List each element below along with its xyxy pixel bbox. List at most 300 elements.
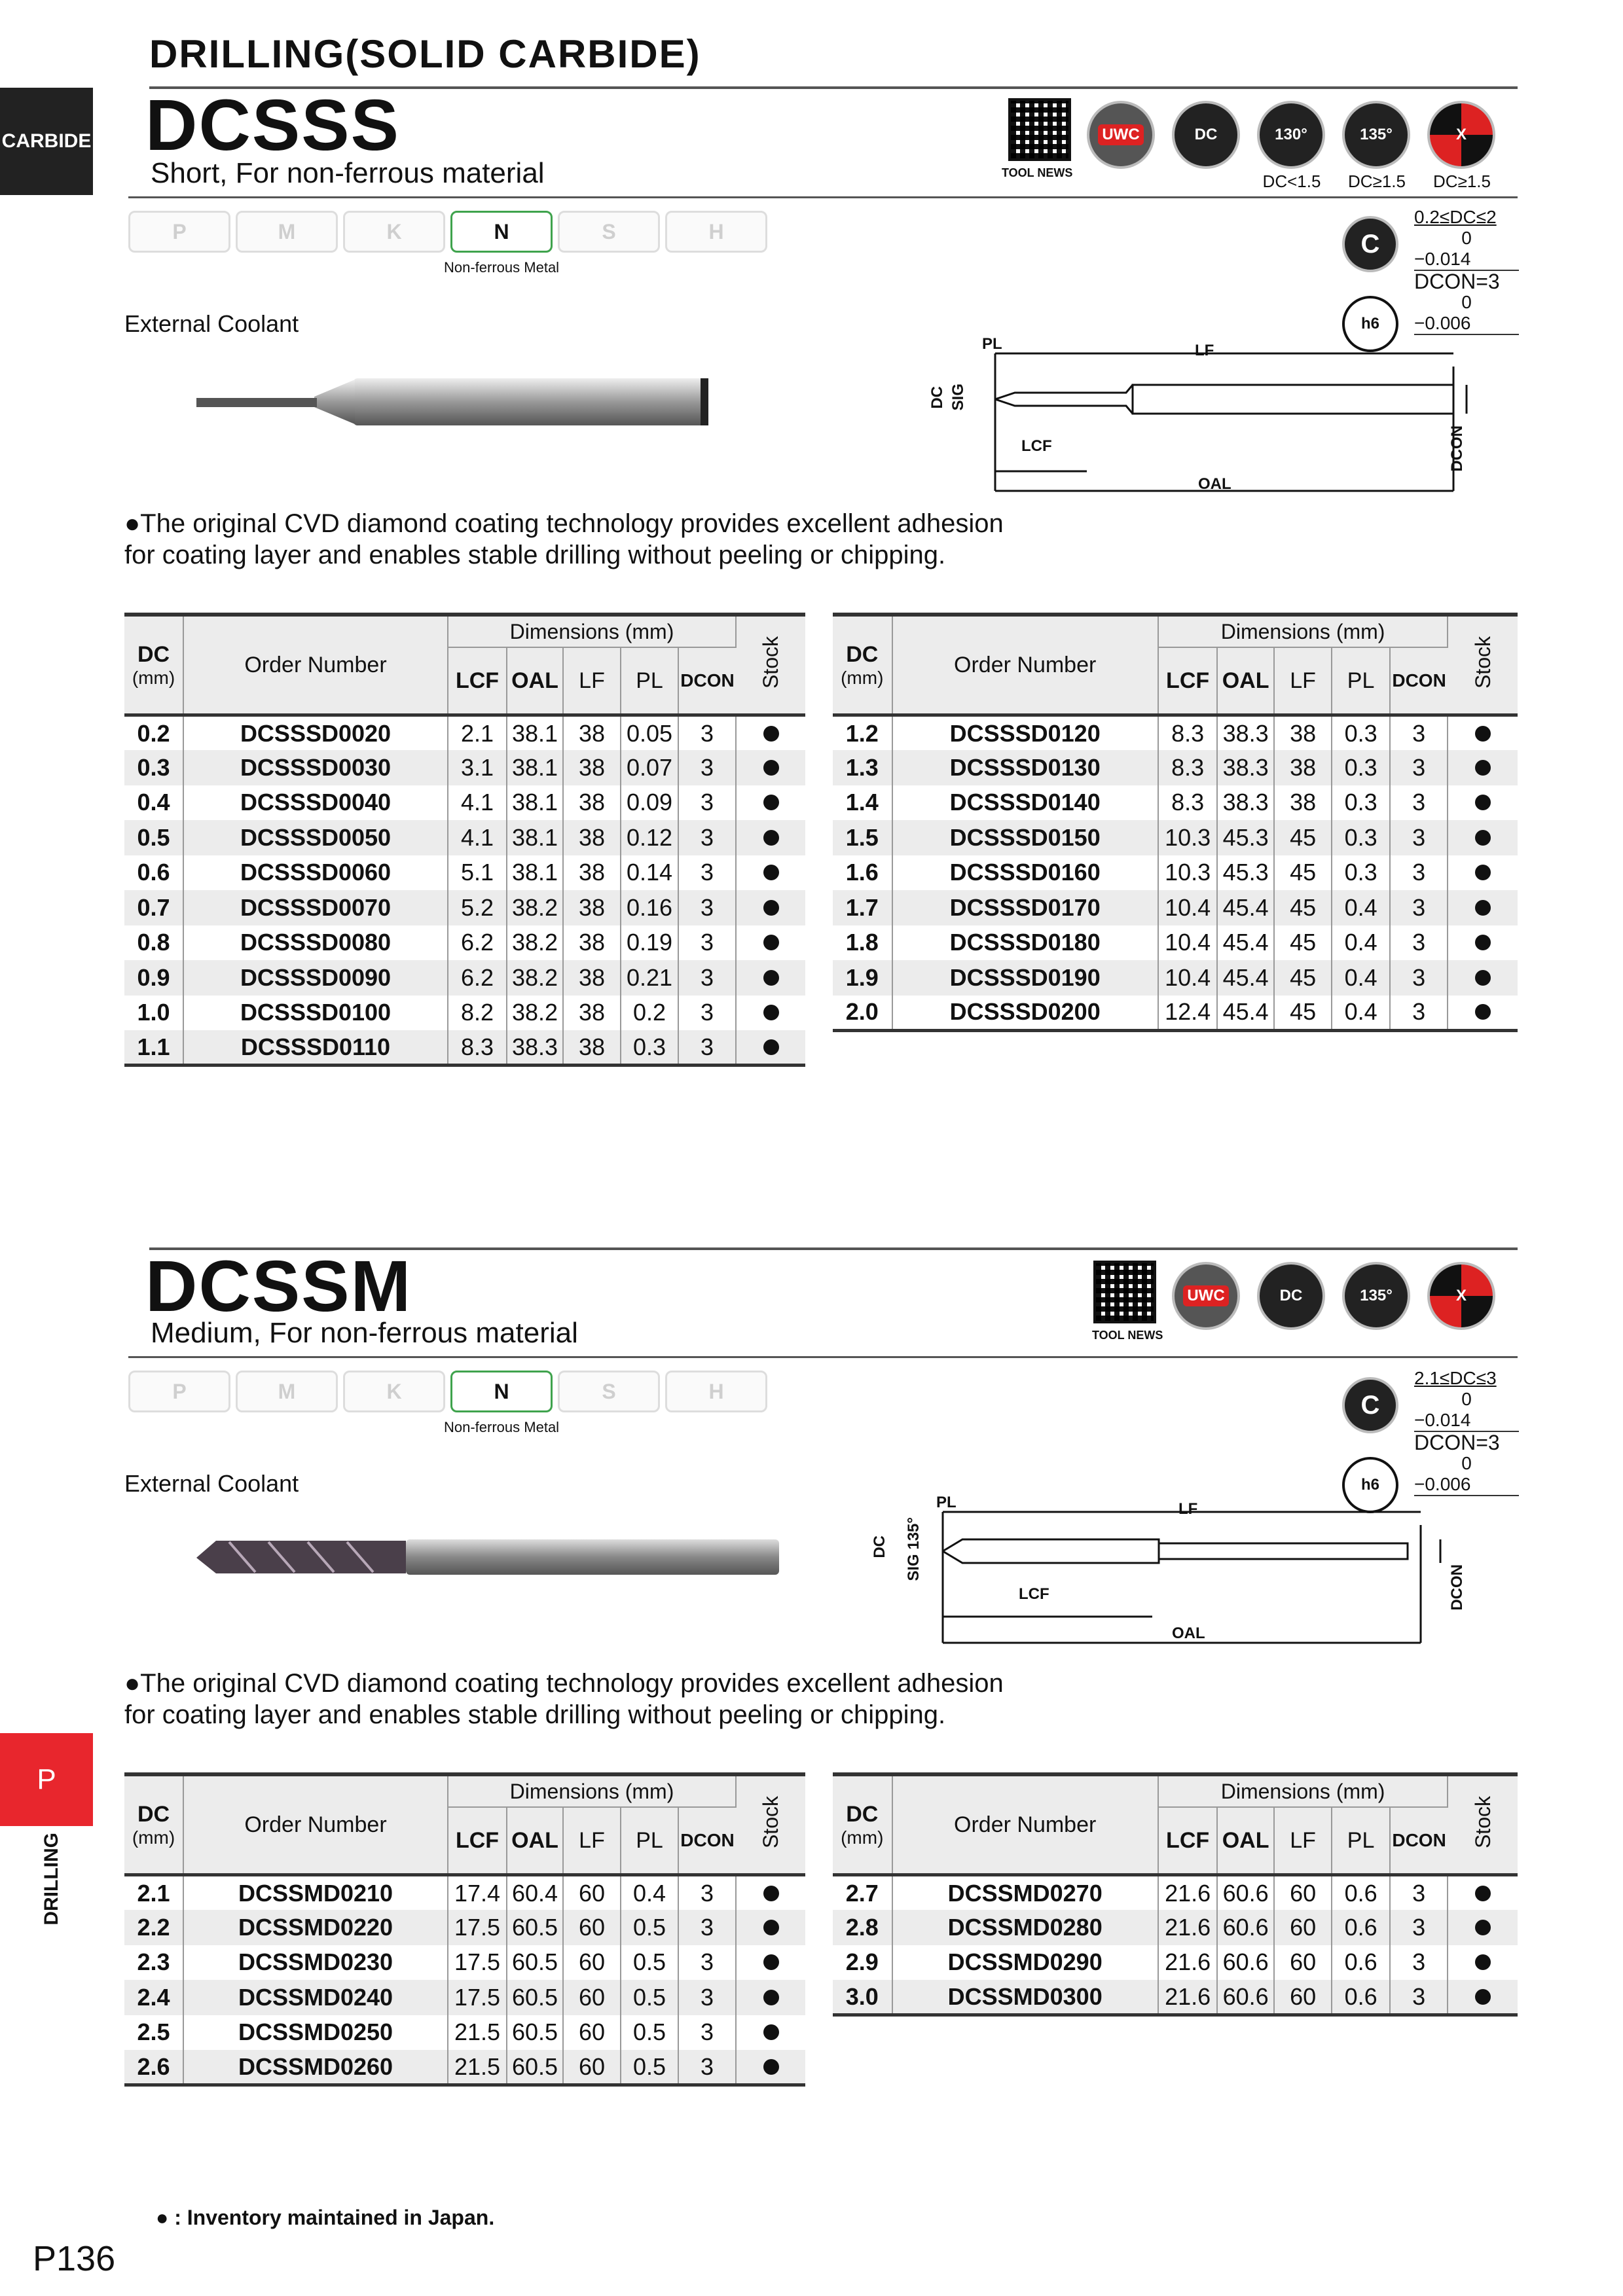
cell-oal: 38.1 [507, 785, 563, 821]
col-lcf: LCF [1158, 647, 1218, 715]
cell-oal: 60.5 [507, 2050, 563, 2085]
table-row [124, 2015, 805, 2051]
p-category-tab: P [0, 1733, 93, 1826]
material-caption: Non-ferrous Metal [444, 1419, 560, 1435]
subtitle-underline [128, 1356, 1518, 1358]
col-pl: PL [621, 1807, 678, 1875]
cell-pl: 0.3 [1332, 855, 1390, 891]
cell-oal: 38.1 [507, 855, 563, 891]
cell-pl: 0.4 [621, 1875, 678, 1910]
cell-dcon: 3 [1390, 1910, 1448, 1945]
cell-oal: 38.3 [1217, 785, 1273, 821]
table-row [833, 715, 1518, 751]
col-dimensions: Dimensions (mm) [448, 615, 736, 647]
cell-pl: 0.6 [1332, 1980, 1390, 2015]
table-row [124, 820, 805, 855]
cell-dc: 0.3 [124, 750, 183, 785]
material-h: H [665, 211, 767, 253]
cell-order-number: DCSSSD0030 [183, 750, 448, 785]
cell-dc: 2.4 [124, 1980, 183, 2015]
col-lf: LF [563, 647, 621, 715]
cell-stock [1448, 890, 1518, 925]
col-lcf: LCF [1158, 1807, 1218, 1875]
stock-dot-icon [1475, 1989, 1491, 2005]
col-lf: LF [1274, 1807, 1332, 1875]
cell-oal: 45.4 [1217, 996, 1273, 1031]
cell-lf: 60 [1274, 1910, 1332, 1945]
cell-dc: 1.1 [124, 1030, 183, 1066]
cell-pl: 0.5 [621, 1910, 678, 1945]
table-row [833, 1945, 1518, 1981]
cell-pl: 0.09 [621, 785, 678, 821]
cell-lcf: 8.2 [448, 996, 507, 1031]
cell-dcon: 3 [1390, 890, 1448, 925]
cell-dcon: 3 [678, 1875, 736, 1910]
cell-lcf: 21.6 [1158, 1945, 1218, 1981]
cell-oal: 60.5 [507, 1945, 563, 1981]
tool-news-label: TOOL NEWS [1092, 1329, 1163, 1342]
cell-dcon: 3 [678, 890, 736, 925]
dc-label: DC [871, 1535, 888, 1558]
cell-lf: 60 [1274, 1875, 1332, 1910]
cell-oal: 45.4 [1217, 925, 1273, 961]
table-row [833, 750, 1518, 785]
cell-lf: 38 [563, 855, 621, 891]
cell-dcon: 3 [678, 1030, 736, 1066]
material-h: H [665, 1371, 767, 1412]
col-dc: DC (mm) [124, 615, 183, 715]
subtitle-underline [128, 196, 1518, 198]
cell-oal: 38.1 [507, 715, 563, 751]
cell-dcon: 3 [678, 1945, 736, 1981]
stock-dot-icon [1475, 1004, 1491, 1020]
cell-stock [1448, 996, 1518, 1031]
cell-dcon: 3 [678, 750, 736, 785]
cell-dcon: 3 [678, 996, 736, 1031]
cell-dcon: 3 [678, 820, 736, 855]
cell-order-number: DCSSSD0060 [183, 855, 448, 891]
stock-footnote: ● : Inventory maintained in Japan. [156, 2206, 495, 2229]
dc-lt-label: DC<1.5 [1262, 171, 1321, 191]
stock-dot-icon [1475, 1920, 1491, 1935]
cell-dcon: 3 [678, 1910, 736, 1945]
cell-lf: 38 [563, 820, 621, 855]
dc-ge-label-2: DC≥1.5 [1433, 171, 1491, 191]
cell-pl: 0.6 [1332, 1875, 1390, 1910]
stock-dot-icon [763, 1039, 779, 1055]
cell-dcon: 3 [1390, 715, 1448, 751]
cell-lcf: 10.3 [1158, 855, 1218, 891]
cell-order-number: DCSSSD0180 [892, 925, 1158, 961]
cell-lcf: 10.3 [1158, 820, 1218, 855]
stock-dot-icon [763, 1954, 779, 1970]
cell-order-number: DCSSSD0160 [892, 855, 1158, 891]
cell-lcf: 8.3 [448, 1030, 507, 1066]
cell-dcon: 3 [1390, 820, 1448, 855]
cell-pl: 0.14 [621, 855, 678, 891]
cell-pl: 0.4 [1332, 996, 1390, 1031]
stock-dot-icon [1475, 865, 1491, 880]
cell-order-number: DCSSSD0190 [892, 960, 1158, 996]
cell-oal: 45.3 [1217, 820, 1273, 855]
cell-lcf: 21.6 [1158, 1910, 1218, 1945]
cell-lcf: 4.1 [448, 820, 507, 855]
cell-dc: 0.8 [124, 925, 183, 961]
table-row [124, 785, 805, 821]
table-row [124, 960, 805, 996]
tolerance-values: 0.2≤DC≤2 0 −0.014 DCON=3 0 −0.006 [1414, 207, 1519, 335]
cell-pl: 0.5 [621, 2015, 678, 2051]
cell-dcon: 3 [1390, 1875, 1448, 1910]
lcf-label: LCF [1019, 1585, 1049, 1603]
table-row [833, 1980, 1518, 2015]
cell-oal: 60.6 [1217, 1945, 1273, 1981]
table-row [124, 2050, 805, 2085]
cell-dcon: 3 [1390, 1945, 1448, 1981]
cell-stock [736, 996, 805, 1031]
cell-lf: 60 [563, 2050, 621, 2085]
stock-dot-icon [763, 760, 779, 776]
dcon-label: DCON [1448, 1564, 1466, 1611]
cell-dcon: 3 [1390, 1980, 1448, 2015]
cell-pl: 0.4 [1332, 925, 1390, 961]
col-lcf: LCF [448, 647, 507, 715]
cell-dc: 1.6 [833, 855, 892, 891]
cell-order-number: DCSSSD0080 [183, 925, 448, 961]
col-lcf: LCF [448, 1807, 507, 1875]
cell-pl: 0.16 [621, 890, 678, 925]
material-s: S [558, 211, 660, 253]
cell-lf: 60 [563, 1945, 621, 1981]
cell-stock [1448, 785, 1518, 821]
cell-pl: 0.4 [1332, 960, 1390, 996]
spec-table-right [833, 613, 1518, 1032]
cell-lcf: 5.2 [448, 890, 507, 925]
col-stock: Stock [1448, 615, 1518, 715]
cell-pl: 0.07 [621, 750, 678, 785]
cell-oal: 38.1 [507, 820, 563, 855]
stock-dot-icon [1475, 830, 1491, 846]
col-oal: OAL [1217, 647, 1273, 715]
cell-lf: 60 [1274, 1980, 1332, 2015]
x-thinning-icon: X [1427, 101, 1495, 169]
product-name: DCSSM [145, 1246, 412, 1327]
pl-label: PL [936, 1494, 957, 1511]
table-row [833, 855, 1518, 891]
table-row [124, 890, 805, 925]
cell-lcf: 21.6 [1158, 1875, 1218, 1910]
material-n: N [450, 211, 553, 253]
cell-order-number: DCSSMD0210 [183, 1875, 448, 1910]
cell-pl: 0.3 [621, 1030, 678, 1066]
cell-dc: 1.2 [833, 715, 892, 751]
cell-dc: 2.6 [124, 2050, 183, 2085]
cell-stock [736, 715, 805, 751]
cell-oal: 60.6 [1217, 1910, 1273, 1945]
col-dc: DC (mm) [124, 1774, 183, 1875]
cell-dcon: 3 [678, 785, 736, 821]
material-m: M [236, 211, 338, 253]
cell-dcon: 3 [678, 1980, 736, 2015]
table-row [833, 1910, 1518, 1945]
cell-lcf: 12.4 [1158, 996, 1218, 1031]
cell-lf: 38 [1274, 750, 1332, 785]
cell-pl: 0.3 [1332, 750, 1390, 785]
cell-lf: 38 [563, 996, 621, 1031]
point-angle-135-icon: 135° [1342, 101, 1410, 169]
cell-lcf: 8.3 [1158, 750, 1218, 785]
cell-stock [736, 1875, 805, 1910]
col-stock: Stock [736, 1774, 805, 1875]
page-header-title: DRILLING(SOLID CARBIDE) [149, 32, 701, 76]
cell-dc: 0.6 [124, 855, 183, 891]
cell-dcon: 3 [1390, 925, 1448, 961]
cell-lf: 38 [563, 750, 621, 785]
col-dimensions: Dimensions (mm) [448, 1774, 736, 1807]
cell-order-number: DCSSSD0020 [183, 715, 448, 751]
cell-lcf: 17.5 [448, 1980, 507, 2015]
cell-lf: 38 [563, 785, 621, 821]
qr-code-icon [1093, 1261, 1156, 1323]
cell-order-number: DCSSSD0130 [892, 750, 1158, 785]
h6-tolerance-icon: h6 [1342, 1457, 1398, 1513]
cell-order-number: DCSSSD0170 [892, 890, 1158, 925]
table-row [124, 1910, 805, 1945]
cell-lcf: 17.5 [448, 1910, 507, 1945]
cell-pl: 0.19 [621, 925, 678, 961]
cell-stock [736, 2050, 805, 2085]
material-selector [128, 1371, 767, 1412]
cell-dc: 2.5 [124, 2015, 183, 2051]
material-selector [128, 211, 767, 253]
stock-dot-icon [1475, 970, 1491, 986]
cell-stock [736, 1910, 805, 1945]
stock-dot-icon [763, 1920, 779, 1935]
cell-order-number: DCSSSD0150 [892, 820, 1158, 855]
col-dcon: DCON [678, 647, 736, 715]
cell-oal: 38.3 [507, 1030, 563, 1066]
drill-product-image [190, 1532, 792, 1584]
cell-stock [736, 1980, 805, 2015]
cell-dcon: 3 [1390, 996, 1448, 1031]
material-p: P [128, 211, 230, 253]
cell-lcf: 10.4 [1158, 925, 1218, 961]
cell-stock [736, 925, 805, 961]
cell-oal: 38.1 [507, 750, 563, 785]
cell-dc: 1.5 [833, 820, 892, 855]
cell-dc: 3.0 [833, 1980, 892, 2015]
cell-lf: 45 [1274, 925, 1332, 961]
table-row [833, 890, 1518, 925]
cell-dc: 0.5 [124, 820, 183, 855]
cell-dcon: 3 [678, 855, 736, 891]
lf-label: LF [1178, 1500, 1198, 1518]
sig-label: SIG 135° [905, 1517, 922, 1581]
cell-order-number: DCSSSD0120 [892, 715, 1158, 751]
cell-lcf: 6.2 [448, 925, 507, 961]
col-dc: DC (mm) [833, 1774, 892, 1875]
cell-dcon: 3 [1390, 855, 1448, 891]
stock-dot-icon [1475, 795, 1491, 810]
tool-news-label: TOOL NEWS [1002, 166, 1073, 179]
cell-dc: 1.4 [833, 785, 892, 821]
stock-dot-icon [1475, 726, 1491, 742]
col-dcon: DCON [1390, 1807, 1448, 1875]
cell-dc: 2.7 [833, 1875, 892, 1910]
cell-pl: 0.2 [621, 996, 678, 1031]
cell-stock [736, 820, 805, 855]
cell-order-number: DCSSMD0280 [892, 1910, 1158, 1945]
stock-dot-icon [763, 935, 779, 950]
cell-pl: 0.05 [621, 715, 678, 751]
cell-order-number: DCSSSD0200 [892, 996, 1158, 1031]
cell-stock [1448, 1910, 1518, 1945]
col-oal: OAL [507, 647, 563, 715]
cell-dcon: 3 [678, 2050, 736, 2085]
cell-dc: 1.7 [833, 890, 892, 925]
cell-dc: 1.9 [833, 960, 892, 996]
cell-stock [736, 2015, 805, 2051]
cell-stock [736, 1030, 805, 1066]
point-angle-130-icon: 130° [1257, 101, 1325, 169]
cell-dc: 2.3 [124, 1945, 183, 1981]
stock-dot-icon [763, 2059, 779, 2075]
cell-pl: 0.6 [1332, 1945, 1390, 1981]
feature-description: ●The original CVD diamond coating technology provides excellent adhesion for coating layer and enables stable drilling without peeling or chipping. [124, 1669, 1004, 1729]
dc-label: DC [928, 386, 946, 409]
cell-order-number: DCSSMD0250 [183, 2015, 448, 2051]
cell-lcf: 5.1 [448, 855, 507, 891]
cell-oal: 38.3 [1217, 750, 1273, 785]
material-k: K [343, 211, 445, 253]
table-row [833, 960, 1518, 996]
stock-dot-icon [1475, 935, 1491, 950]
cell-order-number: DCSSSD0140 [892, 785, 1158, 821]
table-row [124, 715, 805, 751]
spec-table-right [833, 1772, 1518, 2017]
material-k: K [343, 1371, 445, 1412]
cell-dc: 1.3 [833, 750, 892, 785]
cell-order-number: DCSSSD0090 [183, 960, 448, 996]
cell-pl: 0.3 [1332, 785, 1390, 821]
cell-pl: 0.5 [621, 1945, 678, 1981]
cell-dcon: 3 [678, 925, 736, 961]
cell-lf: 38 [563, 890, 621, 925]
col-pl: PL [1332, 1807, 1390, 1875]
cell-lcf: 3.1 [448, 750, 507, 785]
spec-table-left [124, 1772, 805, 2087]
dc-shank-icon: DC [1257, 1262, 1325, 1330]
drill-product-image [183, 373, 720, 432]
col-oal: OAL [1217, 1807, 1273, 1875]
cell-dc: 2.0 [833, 996, 892, 1031]
cell-stock [736, 855, 805, 891]
cell-lcf: 8.3 [1158, 785, 1218, 821]
carbide-side-tab: CARBIDE [0, 88, 93, 195]
cell-oal: 38.3 [1217, 715, 1273, 751]
cell-lf: 38 [563, 715, 621, 751]
spec-table-left [124, 613, 805, 1067]
cell-dc: 2.8 [833, 1910, 892, 1945]
cell-stock [1448, 855, 1518, 891]
cell-dc: 2.2 [124, 1910, 183, 1945]
stock-dot-icon [763, 1990, 779, 2005]
cell-dcon: 3 [678, 960, 736, 996]
cell-stock [1448, 1945, 1518, 1981]
cell-stock [1448, 925, 1518, 961]
cell-order-number: DCSSSD0070 [183, 890, 448, 925]
cell-order-number: DCSSMD0230 [183, 1945, 448, 1981]
col-lf: LF [1274, 647, 1332, 715]
table-row [124, 1945, 805, 1981]
stock-dot-icon [763, 726, 779, 742]
stock-dot-icon [763, 970, 779, 986]
table-row [833, 1875, 1518, 1910]
cell-stock [736, 785, 805, 821]
cell-pl: 0.12 [621, 820, 678, 855]
cell-lf: 38 [563, 925, 621, 961]
tolerance-values: 2.1≤DC≤3 0 −0.014 DCON=3 0 −0.006 [1414, 1368, 1519, 1496]
stock-dot-icon [1475, 1886, 1491, 1901]
cell-lf: 60 [563, 1910, 621, 1945]
cell-lf: 45 [1274, 960, 1332, 996]
drilling-side-label: DRILLING [41, 1833, 62, 1926]
cell-pl: 0.3 [1332, 820, 1390, 855]
cell-dc: 0.7 [124, 890, 183, 925]
cell-oal: 45.3 [1217, 855, 1273, 891]
cell-lcf: 2.1 [448, 715, 507, 751]
cell-pl: 0.5 [621, 1980, 678, 2015]
cell-order-number: DCSSMD0240 [183, 1980, 448, 2015]
dc-ge-label: DC≥1.5 [1348, 171, 1406, 191]
cell-lcf: 6.2 [448, 960, 507, 996]
cell-lf: 60 [1274, 1945, 1332, 1981]
cell-lf: 45 [1274, 996, 1332, 1031]
uwc-coating-icon: UWC [1172, 1262, 1240, 1330]
cell-lcf: 21.5 [448, 2015, 507, 2051]
cell-pl: 0.3 [1332, 715, 1390, 751]
cell-pl: 0.5 [621, 2050, 678, 2085]
cell-dc: 2.1 [124, 1875, 183, 1910]
stock-dot-icon [763, 1886, 779, 1901]
table-row [833, 996, 1518, 1031]
uwc-coating-icon: UWC [1087, 101, 1155, 169]
cell-lf: 60 [563, 2015, 621, 2051]
col-oal: OAL [507, 1807, 563, 1875]
cell-oal: 38.2 [507, 925, 563, 961]
col-lf: LF [563, 1807, 621, 1875]
stock-dot-icon [763, 1005, 779, 1020]
cell-oal: 38.2 [507, 890, 563, 925]
material-p: P [128, 1371, 230, 1412]
dc-shank-icon: DC [1172, 101, 1240, 169]
qr-code-icon [1008, 98, 1071, 161]
table-row [124, 1030, 805, 1066]
feature-description: ●The original CVD diamond coating technology provides excellent adhesion for coating layer and enables stable drilling without peeling or chipping. [124, 509, 1004, 569]
x-thinning-icon: X [1427, 1262, 1495, 1330]
stock-dot-icon [763, 865, 779, 880]
cell-oal: 60.6 [1217, 1875, 1273, 1910]
cell-pl: 0.4 [1332, 890, 1390, 925]
tolerance-dc-icon: C [1342, 216, 1398, 272]
cell-dcon: 3 [1390, 750, 1448, 785]
cell-lf: 45 [1274, 820, 1332, 855]
stock-dot-icon [1475, 900, 1491, 916]
page-number: P136 [33, 2239, 116, 2278]
product-subtitle: Short, For non-ferrous material [151, 157, 545, 189]
col-stock: Stock [736, 615, 805, 715]
h6-tolerance-icon: h6 [1342, 296, 1398, 352]
